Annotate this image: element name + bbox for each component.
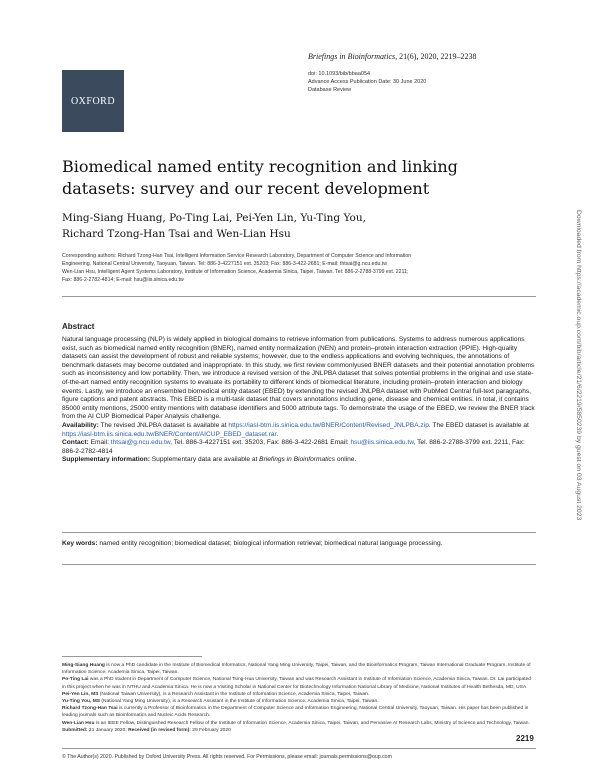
bio [62, 698, 536, 705]
keywords [62, 540, 536, 549]
contact-text: Email: [88, 439, 111, 447]
bio-name: Pei-Yen Lin, MS [62, 691, 99, 697]
bio [62, 662, 536, 676]
contact-text: , Tel. 886-2-2788-3799 ext. 2211, Fax: 886-2-2782-4814 [62, 439, 525, 455]
divider [62, 296, 536, 297]
journal-name[interactable]: Briefings in Bioinformatics [308, 52, 396, 61]
bio-name: Yu-Ting You, MS [62, 699, 101, 705]
download-note[interactable]: Downloaded from https://academic.oup.com/bib/article/21/6/2219/5850239 by guest on 03 August 2023 [575, 210, 582, 521]
keywords-label: Key words: [62, 540, 98, 547]
supp-text: Supplementary data are available at [149, 456, 260, 464]
revised-label: Received (in revised form): [128, 727, 191, 733]
oxford-logo [62, 70, 124, 132]
corr-line: Wen-Lian Hsu, Intelligent Agent Systems Laboratory, Institute of Information Science, Academia Sinica, Taipei, Taiwan. Tel: 886-2-2788-3799 ext. 2211; [62, 269, 409, 275]
bio-text: (National Taiwan University), is a Research Assistant in the Institute of Information Science, Academia Sinica, Taipei, Taiwan. [98, 691, 370, 697]
ebed-link[interactable]: https://iasl-btm.iis.sinica.edu.tw/BNER/Content/AICUP_EBED_dataset.rar [62, 430, 277, 438]
revised-jnlpba-link[interactable]: https://iasl-btm.iis.sinica.edu.tw/BNER/Content/Revised_JNLPBA.zip [228, 421, 429, 429]
copyright: © The Author(s) 2020. Published by Oxford University Press. All rights reserved. For Permissions, please email: journals.permissions@oup.com [62, 754, 392, 760]
abstract-body [62, 336, 536, 465]
availability [62, 422, 536, 439]
author-bios [62, 662, 536, 734]
supp-journal: Briefings in Bioinformatics [259, 456, 336, 464]
author-line: Ming-Siang Huang, Po-Ting Lai, Pei-Yen Lin, Yu-Ting You, [62, 212, 366, 224]
availability-text: . The EBED dataset is available at [428, 421, 529, 429]
bio-text: was a PhD student in Department of Computer Science, National Tsing-Hua University, Taiwan and was Research Assistant in Institute of Information Science, Academia Sinica, Taiwan. Dr. Lai participated in this project when he was in NTHU and Academia Sinica. He is now a Visiting Scholar in National Center for Biotechnology Information National Library of Medicine, National Institutes of Health Bethesda, MD, USA [62, 677, 532, 690]
doi[interactable]: doi: 10.1093/bib/bbaa054 [308, 71, 371, 77]
title-line: Biomedical named entity recognition and linking [62, 157, 458, 176]
bio-text: is currently a Professor of Bioinformatics in the Department of Computer Science and Information Engineering, National Central University, Taoyuan, Taiwan. His paper has been published in leading journals such as Bioinformatics and Nucleic Acids Research. [62, 706, 529, 719]
bio [62, 705, 536, 719]
submission-dates [62, 727, 536, 734]
contact-text: , Tel. 886-3-4227151 ext. 35203, Fax: 886-3-422-2681 Email: [170, 439, 351, 447]
paper-title [62, 156, 522, 200]
submitted-label: Submitted: [62, 727, 88, 733]
revised-date: 29 February 2020 [190, 727, 231, 733]
bio-text: is now a PhD candidate in the Institute of Biomedical Informatics, National Yang Ming University, Taipei, Taiwan, and the Bioinformatics Program, Taiwan International Graduate Program, Institute of Information Science, Academia Sinica, Taipei, Taiwan. [62, 663, 531, 676]
bio [62, 691, 536, 698]
journal-volume: , 21(6), 2020, 2219–2238 [395, 52, 477, 61]
bio [62, 676, 536, 690]
supp-label: Supplementary information: [62, 456, 150, 464]
footer-divider [62, 748, 536, 749]
availability-text: . [276, 430, 279, 438]
corr-line: Corresponding authors: Richard Tzong-Han Tsai, Intelligent Information Service Research Laboratory, Department of Computer Science and Information [62, 253, 412, 259]
divider [62, 532, 536, 533]
contact [62, 439, 536, 456]
footnote-divider [62, 656, 202, 657]
contact-label: Contact: [62, 439, 89, 447]
email-link-tsai[interactable]: thtsai@g.ncu.edu.tw [110, 439, 171, 447]
bio-text: (National Yang Ming University), is a Research Assistant in the Institute of Information Science, Academia Sinica, Taipei, Taiwan. [100, 699, 379, 705]
bio-name: Ming-Siang Huang [62, 663, 105, 668]
page-number: 2219 [516, 734, 534, 743]
logo-text: OXFORD [70, 95, 116, 107]
author-list [62, 210, 502, 242]
bio-name: Po-Ting Lai [62, 677, 89, 683]
bio [62, 720, 536, 727]
bio-name: Richard Tzong-Han Tsai [62, 706, 118, 712]
submitted-date: 21 January 2020; [87, 727, 129, 733]
bio-text: is an IEEE Fellow, Distinguished Research Fellow of the Institute of Information Science, Academia Sinica, Taipei, Taiwan, and Pervasive AI Research Labs, Ministry of Science and Technology, Taiwan. [94, 720, 530, 726]
article-meta [308, 70, 426, 94]
corresponding-authors [62, 252, 542, 284]
article-type: Database Review [308, 87, 352, 93]
email-link-hsu[interactable]: hsu@iis.sinica.edu.tw [350, 439, 414, 447]
author-line: Richard Tzong-Han Tsai and Wen-Lian Hsu [62, 228, 291, 240]
corr-line: Fax: 886-2-2782-4814; E-mail: hsu@iis.sinica.edu.tw [62, 277, 184, 283]
corr-line: Engineering, National Central University, Taoyuan, Taiwan. Tel: 886-3-4227151 ext. 35203; Fax: 886-3-422-2681; E-mail: thtsai@g.ncu.edu.tw [62, 261, 387, 267]
abstract-text: Natural language processing (NLP) is widely applied in biological domains to retrieve information from publications. Systems to address numerous applications exist, such as biomedical named entity recognition (BNER), named entity normalization (NEN) and protein–protein interaction extraction (PPIE). High-quality datasets can assist the development of robust and reliable systems; however, due to the endless applications and evolving techniques, the annotations of benchmark datasets may become outdated and inappropriate. In this study, we first review commonlyused BNER datasets and their potential annotation problems such as inconsistency and low portability. Then, we introduce a revised version of the JNLPBA dataset that solves potential problems in the original and use state-of-the-art named entity recognition systems to evaluate its portability to different kinds of biomedical literature, including protein–protein interaction and biology events. Lastly, we introduce an ensembled biomedical entity dataset (EBED) by extending the revised JNLPBA dataset with PubMed Central full-text paragraphs, figure captions and patent abstracts. This EBED is a multi-task dataset that covers annotations including gene, disease and chemical entities. In total, it contains 85000 entity mentions, 25000 entity mentions with database identifiers and 5000 attribute tags. To demonstrate the usage of the EBED, we review the BNER track from the AI CUP Biomedical Paper Analysis challenge. [62, 336, 535, 421]
title-line: datasets: survey and our recent development [62, 179, 430, 198]
availability-label: Availability: [62, 421, 99, 429]
journal-citation [308, 52, 476, 61]
divider [62, 564, 536, 565]
availability-text: The revised JNLPBA dataset is available at [98, 421, 229, 429]
abstract-heading: Abstract [62, 322, 95, 331]
bio-name: Wen-Lian Hsu [62, 720, 95, 726]
supp-text: online. [335, 456, 357, 464]
supplementary [62, 456, 536, 465]
keywords-text: named entity recognition; biomedical dataset; biological information retrieval; biomedical natural language processing. [97, 540, 443, 547]
pub-date: Advance Access Publication Date: 30 June 2020 [308, 79, 427, 85]
